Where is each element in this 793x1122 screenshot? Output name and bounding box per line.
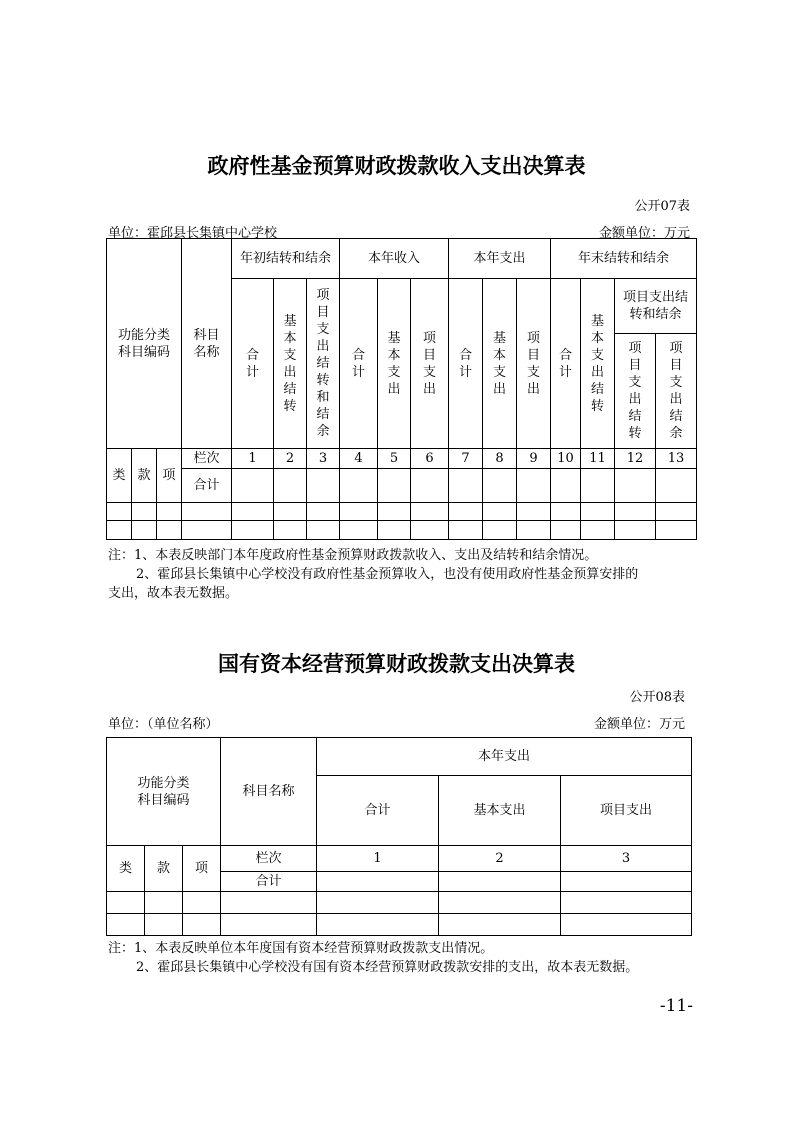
table2-amount-unit: 金额单位：万元 — [593, 717, 685, 732]
table1-col-end-project-balance: 项目支出结余 — [656, 334, 697, 449]
table2-colnum: 2 — [439, 846, 561, 872]
table1-note-2: 2、霍邱县长集镇中心学校没有政府性基金预算收入，也没有使用政府性基金预算安排的 — [136, 567, 639, 582]
table1-col-end-total: 合计 — [551, 279, 581, 449]
table2-header-subject-name: 科目名称 — [221, 738, 317, 846]
table1-header-func-code: 功能分类科目编码 — [107, 239, 182, 449]
table-row — [107, 521, 697, 540]
table1-col-income-total: 合计 — [340, 279, 378, 449]
table1-colnum: 2 — [274, 449, 307, 469]
table1-col-expense-basic: 基本支出 — [483, 279, 517, 449]
table1-header-subject-name: 科目名称 — [182, 239, 232, 449]
table1-col-income-basic: 基本支出 — [378, 279, 411, 449]
table1-header-xiang: 项 — [157, 449, 182, 503]
table2-colnum: 1 — [317, 846, 439, 872]
table1-header-current-expense: 本年支出 — [449, 239, 551, 279]
table1-col-end-project-carryover: 项目支出结转 — [615, 334, 656, 449]
table1-colnum: 5 — [378, 449, 411, 469]
table2-colnum: 3 — [561, 846, 692, 872]
table2-total-label: 合计 — [221, 872, 317, 892]
table2-col-project: 项目支出 — [561, 776, 692, 846]
table2-form-code: 公开08表 — [629, 690, 685, 705]
table1-header-begin-balance: 年初结转和结余 — [232, 239, 340, 279]
table2-header-kuan: 款 — [145, 846, 183, 892]
table1-col-begin-basic-carryover: 基本支出结转 — [274, 279, 307, 449]
table1-col-begin-project-carryover-balance: 项目支出结转和结余 — [307, 279, 340, 449]
table1-colnum: 9 — [517, 449, 551, 469]
table1-colnum: 11 — [581, 449, 615, 469]
table2-col-basic: 基本支出 — [439, 776, 561, 846]
table2-col-total: 合计 — [317, 776, 439, 846]
table1-col-income-project: 项目支出 — [411, 279, 449, 449]
table1-header-end-project-carryover-balance: 项目支出结转和结余 — [615, 279, 697, 334]
table1-note-3: 支出，故本表无数据。 — [108, 586, 239, 601]
table1-colnum: 4 — [340, 449, 378, 469]
table1-header-lei: 类 — [107, 449, 132, 503]
table-row — [107, 503, 697, 521]
table2-header-current-expense: 本年支出 — [317, 738, 692, 776]
table1-note-1: 注：1、本表反映部门本年度政府性基金预算财政拨款收入、支出及结转和结余情况。 — [108, 548, 598, 563]
table1-col-end-basic-carryover: 基本支出结转 — [581, 279, 615, 449]
table1-colnum: 6 — [411, 449, 449, 469]
table2-header-xiang: 项 — [183, 846, 221, 892]
table1-colnum: 7 — [449, 449, 483, 469]
table1-header-end-balance: 年末结转和结余 — [551, 239, 697, 279]
table2-header-lei: 类 — [107, 846, 145, 892]
table-row — [107, 892, 692, 914]
table1-colnum: 10 — [551, 449, 581, 469]
table1-col-expense-total: 合计 — [449, 279, 483, 449]
table1-colnum: 12 — [615, 449, 656, 469]
table1-colnum: 13 — [656, 449, 697, 469]
table1-col-expense-project: 项目支出 — [517, 279, 551, 449]
table2-unit-label: 单位：（单位名称） — [108, 717, 219, 732]
table1-colnum: 8 — [483, 449, 517, 469]
table1-form-code: 公开07表 — [634, 199, 690, 214]
table1-amount-unit: 金额单位：万元 — [598, 226, 690, 241]
table1-header-current-income: 本年收入 — [340, 239, 449, 279]
table1-total-label: 合计 — [182, 469, 232, 503]
table1-header-kuan: 款 — [132, 449, 157, 503]
table-row — [107, 914, 692, 936]
table2-title: 国有资本经营预算财政拨款支出决算表 — [218, 652, 575, 676]
table2-note-1: 注：1、本表反映单位本年度国有资本经营预算财政拨款支出情况。 — [108, 941, 494, 956]
table1-col-begin-total: 合计 — [232, 279, 274, 449]
table2-note-2: 2、霍邱县长集镇中心学校没有国有资本经营预算财政拨款安排的支出，故本表无数据。 — [136, 960, 639, 975]
table2 — [106, 737, 692, 936]
table1-unit-label: 单位：霍邱县长集镇中心学校 — [108, 226, 278, 241]
table1-colnum: 1 — [232, 449, 274, 469]
table2-lanci-label: 栏次 — [221, 846, 317, 872]
table1-lanci-label: 栏次 — [182, 449, 232, 469]
table1-title: 政府性基金预算财政拨款收入支出决算表 — [207, 154, 586, 178]
table1-colnum: 3 — [307, 449, 340, 469]
table2-header-func-code: 功能分类 科目编码 — [107, 738, 221, 846]
table1 — [106, 238, 697, 540]
page-number: -11- — [659, 996, 693, 1016]
